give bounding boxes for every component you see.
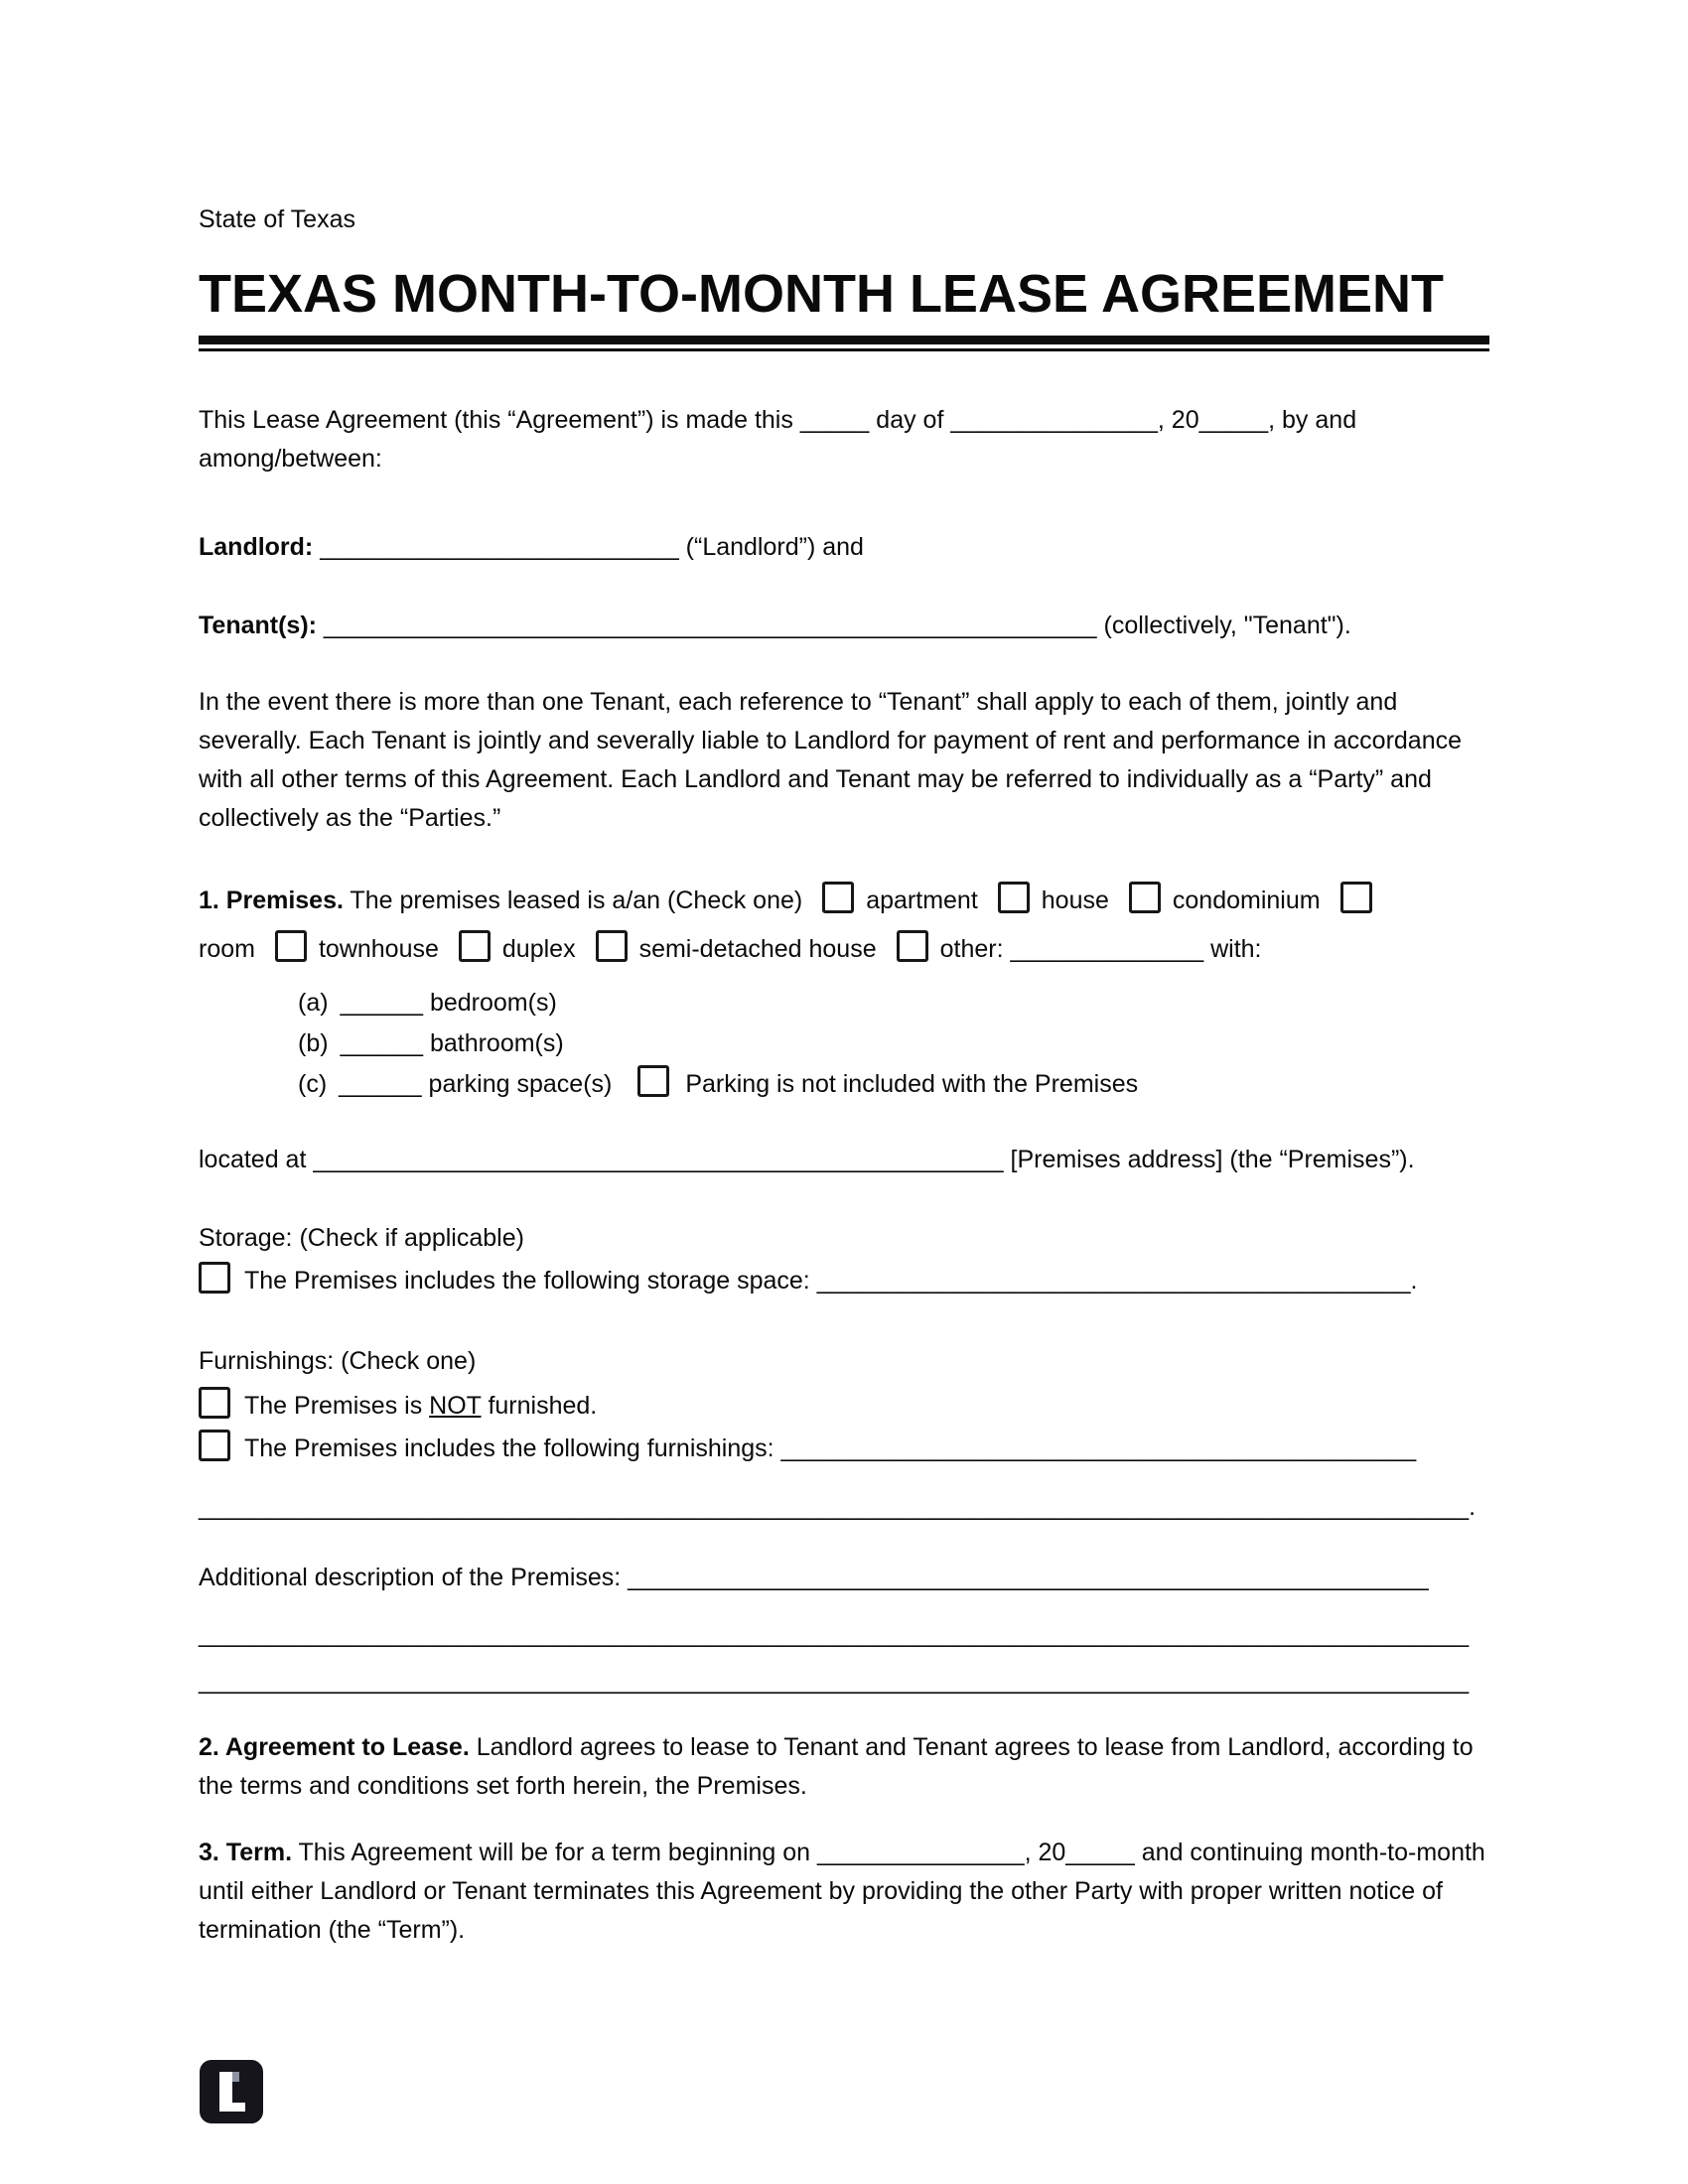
option-condominium: condominium — [1172, 887, 1321, 914]
checkbox-townhouse[interactable] — [275, 930, 307, 962]
checkbox-not-furnished[interactable] — [199, 1387, 230, 1419]
additional-description-line-2 — [199, 1615, 1489, 1654]
bedrooms-label: bedroom(s) — [423, 989, 557, 1017]
parking-spaces-blank[interactable]: ______ — [339, 1070, 422, 1098]
additional-description-line — [199, 1559, 1489, 1597]
landlord-label: Landlord: — [199, 533, 321, 561]
tenant-names-blank[interactable]: ________________________________________________________ — [323, 612, 1097, 639]
intro-text-4: , by and among/between: — [199, 406, 1357, 473]
option-house: house — [1041, 887, 1109, 914]
agreement-to-lease-section — [199, 1728, 1489, 1806]
landlord-line — [199, 528, 1489, 567]
premises-address-blank[interactable]: __________________________________________________ — [313, 1146, 1004, 1173]
premises-type-line-2 — [199, 930, 1489, 969]
other-type-blank[interactable]: ______________ — [1010, 935, 1204, 963]
located-prefix: located at — [199, 1146, 314, 1173]
storage-space-blank[interactable]: ___________________________________________. — [816, 1267, 1418, 1295]
premises-detail-list — [298, 983, 1489, 1105]
additional-description-line-3 — [199, 1662, 1489, 1701]
option-duplex: duplex — [501, 935, 576, 963]
bedrooms-blank[interactable]: ______ — [340, 989, 423, 1017]
term-section — [199, 1834, 1489, 1950]
not-word: NOT — [429, 1392, 482, 1420]
landlord-suffix: (“Landlord”) and — [678, 533, 864, 561]
bathrooms-row — [298, 1024, 1489, 1064]
tenant-label: Tenant(s): — [199, 612, 324, 639]
term-text-1: This Agreement will be for a term beginning on — [292, 1839, 818, 1866]
additional-description-blank-3[interactable]: ____________________________________________________________________________________________ — [199, 1667, 1470, 1695]
agreement-text: Landlord agrees to lease to Tenant and Tenant agrees to lease from Landlord, according to the terms and conditions set forth herein, the Premises. — [199, 1733, 1474, 1800]
additional-description-blank-1[interactable]: __________________________________________________________ — [628, 1564, 1429, 1591]
term-text-2: , 20 — [1024, 1839, 1066, 1866]
term-start-date-blank[interactable]: _______________ — [817, 1839, 1025, 1866]
furnishings-section-label: Furnishings: (Check one) — [199, 1347, 477, 1375]
not-furnished-pre: The Premises is — [244, 1392, 430, 1420]
with-label: with: — [1203, 935, 1262, 963]
item-b-index: (b) — [298, 1029, 329, 1057]
term-heading: 3. Term. — [199, 1839, 293, 1866]
footer — [199, 2059, 1489, 2129]
premises-type-line-1 — [199, 882, 1489, 920]
intro-text-2: day of — [869, 406, 951, 434]
parking-row — [298, 1064, 1489, 1105]
checkbox-other[interactable] — [897, 930, 928, 962]
checkbox-storage-space[interactable] — [199, 1262, 230, 1294]
year-blank[interactable]: _____ — [1198, 406, 1269, 434]
joint-liability-paragraph: In the event there is more than one Tenant, each reference to “Tenant” shall apply to each of them, jointly and severally. Each Tenant is jointly and severally liable to Landlord for payment of rent and performance in accordance with all other terms of this Agreement. Each Landlord and Tenant may be referred to individually as a “Party” and collectively as the “Parties.” — [199, 688, 1463, 832]
checkbox-condominium[interactable] — [1129, 882, 1161, 913]
furnishings-continuation-line — [199, 1488, 1489, 1527]
checkbox-includes-furnishings[interactable] — [199, 1430, 230, 1461]
tenant-suffix: (collectively, "Tenant"). — [1096, 612, 1351, 639]
landlord-name-blank[interactable]: __________________________ — [320, 533, 679, 561]
legaltemplates-logo-icon — [199, 2059, 264, 2124]
furnishings-blank[interactable]: ______________________________________________ — [780, 1434, 1417, 1462]
option-room: room — [199, 935, 255, 963]
item-a-index: (a) — [298, 989, 329, 1017]
tenant-line — [199, 607, 1489, 645]
intro-text-3: , 20 — [1157, 406, 1199, 434]
document-title: TEXAS MONTH-TO-MONTH LEASE AGREEMENT — [199, 264, 1444, 324]
not-furnished-option-line — [199, 1387, 1489, 1426]
furnishings-continuation-blank[interactable]: ____________________________________________________________________________________________. — [199, 1493, 1477, 1521]
item-c-index: (c) — [298, 1070, 328, 1098]
furnishings-option-text: The Premises includes the following furnishings: — [244, 1434, 781, 1462]
bedrooms-row — [298, 983, 1489, 1024]
agreement-heading: 2. Agreement to Lease. — [199, 1733, 470, 1761]
title-rule — [199, 336, 1489, 351]
checkbox-duplex[interactable] — [459, 930, 491, 962]
month-blank[interactable]: _______________ — [950, 406, 1158, 434]
storage-section-label: Storage: (Check if applicable) — [199, 1224, 524, 1252]
state-label: State of Texas — [199, 205, 355, 233]
bathrooms-label: bathroom(s) — [423, 1029, 564, 1057]
checkbox-no-parking[interactable] — [637, 1065, 669, 1097]
checkbox-room[interactable] — [1340, 882, 1372, 913]
bathrooms-blank[interactable]: ______ — [340, 1029, 423, 1057]
term-start-year-blank[interactable]: _____ — [1065, 1839, 1135, 1866]
located-suffix: [Premises address] (the “Premises”). — [1003, 1146, 1415, 1173]
additional-description-label: Additional description of the Premises: — [199, 1564, 629, 1591]
parking-label: parking space(s) — [421, 1070, 613, 1098]
storage-option-line — [199, 1262, 1489, 1300]
checkbox-semi-detached-house[interactable] — [596, 930, 628, 962]
premises-heading: 1. Premises. — [199, 887, 344, 914]
premises-lead: The premises leased is a/an (Check one) — [343, 887, 803, 914]
no-parking-label: Parking is not included with the Premises — [685, 1070, 1139, 1098]
option-semi-detached-house: semi-detached house — [638, 935, 877, 963]
option-apartment: apartment — [866, 887, 978, 914]
option-townhouse: townhouse — [318, 935, 439, 963]
storage-option-text: The Premises includes the following storage space: — [244, 1267, 817, 1295]
intro-text-1: This Lease Agreement (this “Agreement”) is made this — [199, 406, 800, 434]
additional-description-blank-2[interactable]: ____________________________________________________________________________________________ — [199, 1620, 1470, 1648]
intro-paragraph — [199, 401, 1489, 478]
day-blank[interactable]: _____ — [799, 406, 870, 434]
furnished-option-line — [199, 1430, 1489, 1468]
checkbox-house[interactable] — [998, 882, 1030, 913]
not-furnished-post: furnished. — [481, 1392, 598, 1420]
option-other-label: other: — [939, 935, 1011, 963]
checkbox-apartment[interactable] — [822, 882, 854, 913]
term-text-3: and continuing month-to-month until either Landlord or Tenant terminates this Agreement by providing the other Party with proper written notice of termination (the “Term”). — [199, 1839, 1485, 1944]
located-at-line — [199, 1141, 1489, 1179]
